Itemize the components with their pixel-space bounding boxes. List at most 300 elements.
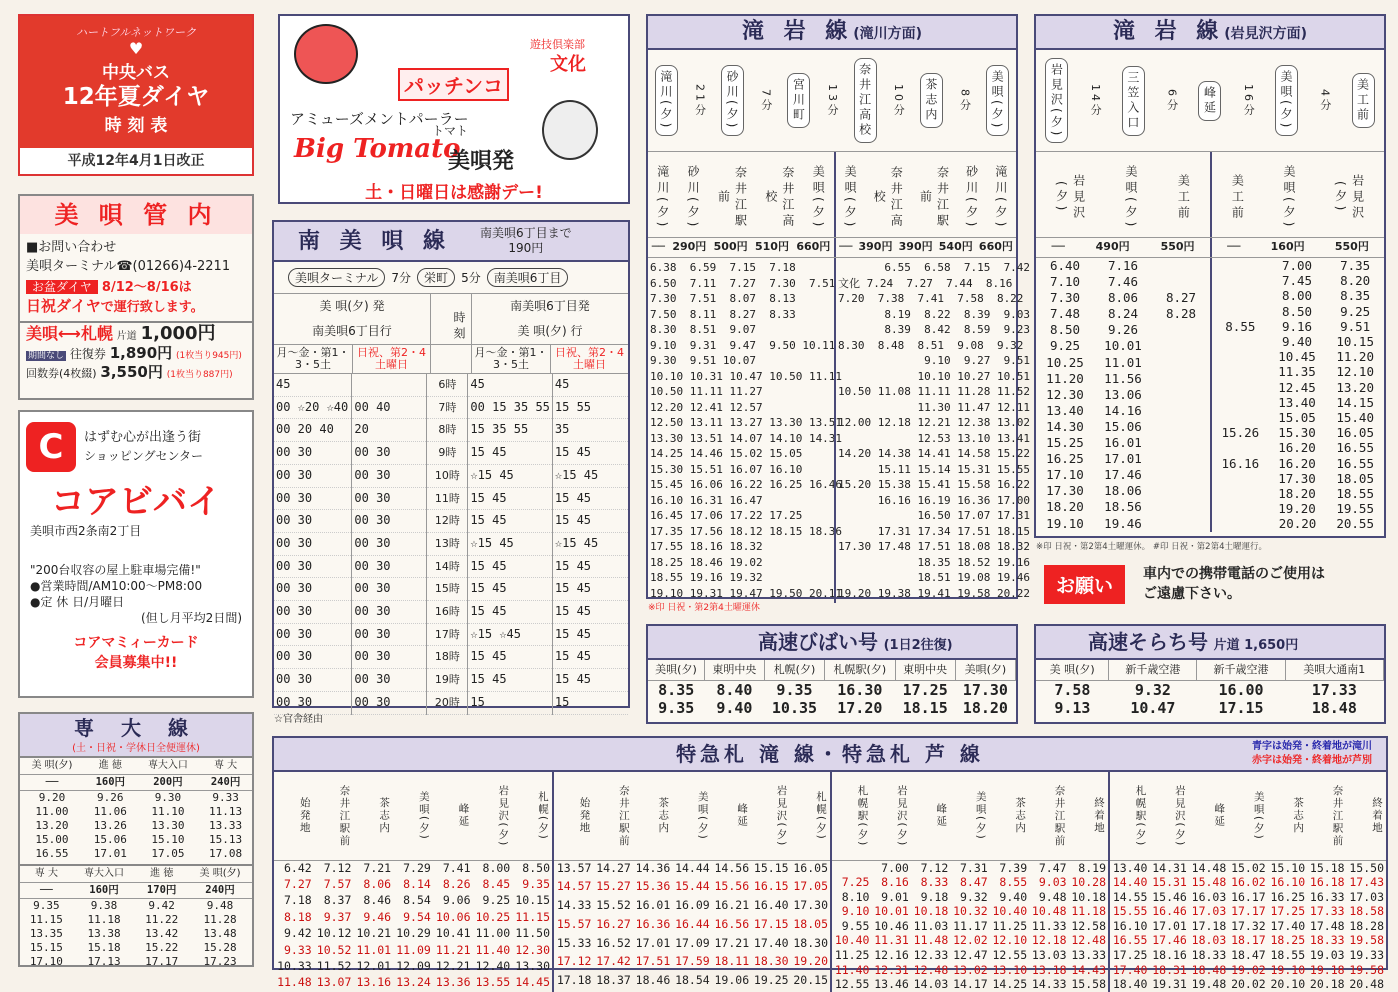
minami-title: 南 美 唄 線 [298, 229, 451, 254]
table-row [274, 691, 628, 714]
senmu-head-2: 進 徳 [135, 865, 188, 882]
takigawa-dir: (滝川方面) [853, 26, 923, 42]
tokkyu-cell: 19.03 [1309, 948, 1345, 963]
tokkyu-head-2: 峰延 [911, 772, 950, 860]
iwa-lfare-2: 550円 [1160, 240, 1195, 253]
tokkyu-cell: 15.46 [1152, 889, 1187, 904]
table-row [1109, 875, 1386, 890]
minami-cell: 00 30 [274, 601, 352, 624]
tokkyu-cell: 14.17 [953, 977, 988, 992]
table-row [20, 941, 252, 955]
iwa-cell [1152, 258, 1210, 274]
tokkyu-cell: 7.39 [999, 860, 1028, 875]
table-row [20, 899, 252, 914]
tokkyu-cell: 20.18 [1309, 977, 1345, 992]
tokkyu-cell: 17.30 [793, 898, 828, 913]
senmu-cell: 11.13 [209, 805, 243, 819]
tokkyu-cell: 12.10 [992, 933, 1028, 948]
tokkyu-cell: 10.18 [1071, 889, 1106, 904]
tokkyu-cell: 12.09 [396, 959, 431, 973]
table-row [1036, 451, 1210, 467]
title-red-block [20, 16, 252, 148]
tokkyu-cell: 10.15 [515, 893, 550, 908]
sorachi-cell: 17.15 [1218, 699, 1264, 717]
iwa-cell: 9.26 [1107, 322, 1139, 338]
iwa-cell [1211, 288, 1269, 303]
stop-terminal: 美唄ターミナル [288, 268, 385, 287]
table-row [1036, 387, 1210, 403]
senmu-cell: 15.10 [151, 833, 185, 847]
minami-cell: 00 30 [274, 442, 352, 465]
tokkyu-cell: 18.40 [1112, 977, 1148, 992]
tokkyu-cell: 9.37 [323, 909, 352, 924]
table-row [1211, 380, 1384, 395]
minami-cell: 00 30 [274, 578, 352, 601]
iwa-cell: 15.25 [1046, 435, 1084, 451]
ofuku-note: (1枚当り945円) [175, 351, 242, 361]
minami-right-head2: 美 唄(夕) 行 [517, 324, 583, 338]
iwa-rhead-0: 美工前 [1230, 173, 1245, 222]
tokkyu-cell: 18.48 [1191, 962, 1227, 977]
tokkyu-cell: 10.48 [1031, 904, 1067, 919]
minami-right-head1: 南美唄6丁目発 [510, 299, 590, 313]
iwa-cell [1152, 387, 1210, 403]
tokkyu-cell: 14.31 [1152, 860, 1187, 875]
iwamizawa-route [1036, 50, 1384, 152]
table-row [274, 646, 628, 669]
tokkyu-cell: 11.00 [475, 926, 511, 941]
table-row [1036, 274, 1210, 290]
bibai-go-sub: (1日2往復) [883, 638, 953, 653]
tokkyu-cell: 11.52 [316, 959, 352, 973]
sorachi-table [1036, 660, 1384, 717]
bibai-go-panel [646, 624, 1018, 724]
iwa-cell: 9.51 [1340, 318, 1371, 334]
table-row [274, 860, 552, 877]
tokkyu-cell: 17.40 [753, 935, 789, 950]
table-row [1036, 355, 1210, 371]
minami-cell: 15 45 [552, 601, 628, 624]
tokkyu-cell: 13.02 [953, 962, 988, 977]
iwa-cell: 14.30 [1046, 418, 1084, 434]
sorachi-title: 高速そらち号 [1088, 630, 1208, 654]
bibai-go-head-1: 東明中央 [704, 660, 764, 681]
senmu-cell: 9.30 [154, 791, 182, 805]
minami-cell: 00 15 35 55 [468, 396, 552, 419]
tokkyu-cell: 17.33 [1309, 904, 1345, 919]
iwa-cell: 9.25 [1049, 338, 1081, 354]
tokkyu-cell: 16.33 [1309, 889, 1345, 904]
iwa-cell: 16.01 [1104, 435, 1142, 451]
senmu-cell: 15.00 [35, 833, 69, 847]
tokkyu-cell: 16.01 [635, 898, 671, 913]
iwa-cell [1211, 471, 1269, 486]
tokkyu-cell: 15.52 [596, 898, 631, 913]
minami-cell: 12時 [427, 510, 468, 533]
minami-cell: 16時 [427, 601, 468, 624]
iwa-cell: 16.20 [1278, 455, 1316, 471]
table-row [831, 875, 1108, 890]
minami-cell: 35 [552, 419, 628, 442]
taki-route-8: 茶志内 [920, 73, 943, 128]
table-row [1211, 395, 1384, 410]
minami-cell [352, 374, 427, 396]
timetable-subtitle: 時 刻 表 [104, 116, 168, 136]
tokkyu-cell: 9.06 [442, 893, 471, 908]
tokkyu-cell: 9.48 [1038, 889, 1067, 904]
takigawa-left-times: 6.38 6.59 7.15 7.18 6.50 7.11 7.27 7.30 7.51 7.30 7.51 8.07 8.13 7.50 8.11 8.27 8.33 8.30 8.51 9.07 9.10 9.31 9.47 9.50 10.11 9.30 9.51 10.07 10.10 10.31 10.47 10.50 11.11 10.50 11.11 11.27 12.20 12.41 12.57 12.50 13.11 13.27 13.30 13.51 13.30 13.51 14.07 14.10 14.31 14.25 14.46 15.02 15.05 15.30 15.51 16.07 16.10 15.45 16.06 16.22 16.25 16.46 16.10 16.31 16.47 16.45 17.06 17.22 17.25 17.35 17.56 18.12 18.15 18.36 17.55 18.16 18.32 18.25 18.46 19.02 18.55 19.16 19.32 19.10 19.31 19.47 19.50 20.11 [650, 261, 843, 600]
iwa-cell: 19.20 [1278, 501, 1316, 517]
table-row [274, 396, 628, 419]
tokkyu-cell: 14.36 [635, 860, 671, 875]
tokkyu-cell: 13.33 [1071, 948, 1106, 963]
tokkyu-cell: 8.18 [284, 909, 312, 924]
tokkyu-cell: 17.42 [596, 954, 631, 969]
tokkyu-cell: 7.21 [363, 860, 392, 875]
tokkyu-cell: 18.11 [714, 954, 750, 969]
minami-cell: 00 ☆20 ☆40 [274, 396, 352, 419]
tokkyu-cell: 9.25 [482, 893, 511, 908]
tokkyu-cell: 11.03 [913, 918, 949, 933]
tokkyu-cell: 16.56 [714, 916, 750, 931]
iwa-rhead-1: 美唄(夕) [1281, 164, 1296, 231]
iwa-cell: 6.40 [1049, 258, 1081, 273]
tokkyu-cell: 12.16 [874, 948, 909, 963]
minami-left-head1: 美 唄(夕) 発 [319, 299, 385, 313]
minami-cell: 17時 [427, 623, 468, 646]
minami-cell: 6時 [427, 374, 468, 396]
tokkyu-cell: 16.17 [1231, 889, 1266, 904]
tokkyu-cell: 10.06 [435, 909, 471, 924]
iwa-cell: 12.30 [1046, 386, 1084, 402]
minami-cell: 15 45 [552, 510, 628, 533]
tokkyu-cell: 14.57 [556, 879, 592, 894]
tomato-advertisement [278, 14, 630, 204]
iwa-route-3: 6分 [1165, 88, 1179, 113]
tokkyu-cell: 20.15 [793, 973, 828, 988]
tokkyu-cell: 11.09 [396, 942, 431, 957]
tokkyu-cell: 16.46 [1152, 904, 1187, 919]
table-row [1036, 338, 1210, 354]
takigawa-right-fares [834, 238, 1016, 257]
bibai-info-panel [18, 194, 254, 400]
tokkyu-cell: 8.00 [482, 860, 511, 875]
minami-cell: 15 45 [468, 487, 552, 510]
table-row [648, 699, 1016, 717]
taki-route-1: 21分 [693, 83, 707, 118]
onegai-text2: ご遠慮下さい。 [1143, 586, 1242, 602]
table-row [1036, 419, 1210, 435]
senmu-cell: 17.13 [87, 955, 121, 969]
minami-wk-right: 月〜金・第1・3・5土 [474, 346, 548, 371]
iwa-cell: 13.20 [1336, 379, 1374, 395]
tokkyu-cell: 8.37 [323, 893, 352, 908]
tokkyu-cell: 12.58 [1071, 918, 1106, 933]
tokkyu-cell: 8.55 [999, 875, 1028, 890]
senmu-cell: 15.06 [93, 833, 127, 847]
coa-card-recruit: 会員募集中!! [94, 655, 178, 671]
minami-cell: 00 30 [352, 487, 427, 510]
iwa-lfare-0: ── [1051, 240, 1065, 253]
mascot-icon [294, 24, 358, 84]
tokkyu-cell: 14.45 [515, 975, 550, 990]
senmu-fare-3: 240円 [188, 882, 252, 899]
tokkyu-cell: 20.10 [1270, 977, 1306, 992]
table-row [1036, 258, 1210, 274]
bibai-go-head-3: 札幌駅(夕) [825, 660, 896, 681]
iwa-cell [1152, 355, 1210, 371]
obon-badge: お盆ダイヤ [26, 280, 98, 294]
table-row [1036, 322, 1210, 338]
table-row [1211, 471, 1384, 486]
tokkyu-head-4: 峰延 [712, 772, 751, 860]
table-row [274, 959, 552, 975]
minami-cell: 00 30 [274, 669, 352, 692]
tokkyu-cell: 8.54 [403, 893, 431, 908]
tokkyu-cell: 17.15 [753, 916, 789, 931]
tokkyu-cell: 7.57 [323, 876, 352, 891]
iwa-cell [1152, 419, 1210, 435]
iwa-route-0: 岩見沢(夕) [1045, 58, 1068, 143]
tokkyu-cell: 15.57 [556, 916, 592, 931]
bibai-go-cell: 10.35 [771, 699, 818, 717]
minami-cell: 14時 [427, 555, 468, 578]
iwa-cell [1152, 435, 1210, 451]
minami-cell: 00 40 [352, 396, 427, 419]
minami-cell: 00 30 [274, 464, 352, 487]
iwa-cell: 11.20 [1046, 370, 1084, 386]
iwa-route-5: 16分 [1242, 83, 1256, 118]
table-row [1109, 904, 1386, 919]
minami-cell: 00 30 [352, 601, 427, 624]
tokkyu-cell: 18.28 [1349, 918, 1384, 933]
tokkyu-cell: 20.02 [1231, 977, 1266, 992]
tokkyu-cell: 11.21 [435, 942, 471, 957]
minami-cell: 00 30 [352, 669, 427, 692]
iwa-cell: 8.55 [1225, 318, 1256, 334]
iwa-cell: 8.20 [1340, 273, 1371, 289]
senmu-cell: 15.13 [209, 833, 243, 847]
iwa-cell: 7.45 [1281, 273, 1313, 289]
minami-cell: 15 45 [468, 601, 552, 624]
minami-note: ☆官舎経由 [274, 714, 323, 725]
senmu-cell: 13.20 [35, 819, 69, 833]
table-row [20, 819, 252, 833]
iwa-cell: 11.56 [1104, 370, 1142, 386]
tokkyu-cell: 9.10 [841, 904, 870, 919]
tokkyu-cell: 17.51 [635, 954, 671, 969]
senmu-cell: 17.23 [203, 955, 237, 969]
senmu-line-panel [18, 712, 254, 967]
senmu-cell: 17.01 [93, 847, 127, 861]
table-row [1036, 483, 1210, 499]
taki-rhead-3: 砂川(夕) [964, 164, 979, 231]
taki-lfare-3: 510円 [755, 240, 789, 253]
minami-cell: ☆15 45 [552, 532, 628, 555]
minami-cell: 15 45 [468, 578, 552, 601]
sorachi-head-3: 美唄大通南1 [1285, 660, 1383, 681]
table-row [1211, 258, 1384, 273]
tokkyu-cell: 9.32 [960, 889, 988, 904]
tokkyu-cell: 10.40 [834, 933, 870, 948]
tokkyu-cell: 18.33 [1309, 933, 1345, 948]
tokkyu-cell: 10.52 [316, 942, 352, 957]
tokkyu-cell: 16.05 [793, 860, 828, 875]
iwa-cell: 19.55 [1336, 501, 1374, 517]
taki-route-3: 7分 [759, 88, 773, 113]
senmu-cell: 17.10 [29, 955, 63, 969]
iwa-cell: 18.20 [1046, 499, 1084, 515]
tokkyu-cell: 13.16 [356, 975, 392, 990]
bibai-go-cell: 18.20 [962, 699, 1008, 717]
taki-route-9: 8分 [958, 88, 972, 113]
tokkyu-cell: 19.18 [1309, 962, 1345, 977]
table-row [274, 910, 552, 926]
tokkyu-cell: 9.35 [522, 876, 550, 891]
iwa-cell: 7.00 [1281, 258, 1313, 273]
taki-route-4: 宮川町 [787, 73, 810, 128]
senmu-cell: 11.00 [35, 805, 69, 819]
iwamizawa-left-fares [1036, 238, 1210, 257]
iwamizawa-right-fares [1210, 238, 1384, 257]
tokkyu-cell: 16.10 [1270, 875, 1306, 890]
iwa-lhead-2: 美工前 [1176, 173, 1191, 222]
sorachi-cell: 17.33 [1311, 681, 1357, 699]
minami-cell: 00 30 [352, 442, 427, 465]
minami-cell: 00 30 [274, 487, 352, 510]
bibai-go-cell: 8.35 [658, 681, 695, 699]
tokkyu-cell: 11.01 [356, 942, 392, 957]
tokkyu-cell: 15.36 [635, 879, 671, 894]
iwamizawa-left-times [1036, 258, 1210, 532]
taki-lfare-4: 660円 [796, 240, 831, 253]
tokkyu-cell: 12.18 [1031, 933, 1067, 948]
senmu-cell: 15.15 [29, 941, 63, 955]
tokkyu-cell: 14.48 [1191, 860, 1227, 875]
takigawa-title: 滝 岩 線 [741, 19, 854, 44]
tokkyu-cell: 8.47 [960, 875, 988, 890]
tokkyu-cell: 18.55 [1270, 948, 1306, 963]
tokkyu-cell: 12.48 [913, 962, 949, 977]
iwa-route-7: 4分 [1318, 88, 1332, 113]
bibai-go-cell: 9.35 [658, 699, 695, 717]
minami-cell: 15 [468, 691, 552, 714]
minami-cell: 15 [552, 691, 628, 714]
table-row [831, 948, 1108, 963]
tokkyu-cell: 10.12 [316, 926, 352, 941]
table-row [648, 681, 1016, 700]
tokkyu-head-2: 峰延 [1189, 772, 1228, 860]
tokkyu-cell: 11.17 [953, 918, 988, 933]
table-row [1211, 486, 1384, 501]
table-row [1211, 440, 1384, 455]
tokkyu-cell: 17.40 [1112, 962, 1148, 977]
minami-fare-to: 南美唄6丁目まで [480, 226, 572, 240]
iwa-cell: 10.15 [1336, 334, 1374, 350]
tokkyu-cell: 18.30 [753, 954, 789, 969]
tokkyu-cell: 12.55 [992, 948, 1028, 963]
tokkyu-cell: 8.50 [522, 860, 550, 875]
iwa-cell: 18.05 [1336, 470, 1374, 486]
table-row [1211, 456, 1384, 471]
tokkyu-cell: 18.25 [1270, 933, 1306, 948]
tokkyu-head-6: 札幌(夕) [512, 772, 552, 860]
bibai-go-head-2: 札幌(夕) [764, 660, 824, 681]
tokkyu-cell: 15.27 [596, 879, 631, 894]
minami-cell: 00 20 40 [274, 419, 352, 442]
iwa-rhead-2: 岩見沢(夕) [1333, 173, 1365, 222]
sorachi-cell: 9.32 [1134, 681, 1171, 699]
sorachi-cell: 9.13 [1054, 699, 1091, 717]
tokkyu-cell: 8.14 [403, 876, 431, 891]
table-row [1211, 334, 1384, 349]
tokkyu-cell: 12.48 [1071, 933, 1106, 948]
obon-note: で運行致します。 [100, 300, 204, 315]
minami-cell: 15 45 [468, 510, 552, 533]
senmu-sub: (土・日祝・学休日全便運休) [20, 742, 252, 758]
iwa-lfare-1: 490円 [1095, 240, 1130, 253]
bibai-go-head-4: 東明中央 [895, 660, 955, 681]
bibai-go-cell: 18.15 [902, 699, 948, 717]
senmu-head-3: 専 大 [199, 758, 252, 774]
iwa-cell: 18.56 [1104, 499, 1142, 515]
table-row [1109, 933, 1386, 948]
iwa-cell [1152, 371, 1210, 387]
tokkyu-cell: 14.55 [1112, 889, 1148, 904]
bibai-go-cell: 17.20 [837, 699, 883, 717]
tokkyu-cell: 13.40 [1112, 860, 1148, 875]
bibai-go-head-0: 美唄(夕) [648, 660, 704, 681]
iwa-cell [1211, 273, 1269, 288]
senmu-fare-0: ── [20, 774, 84, 791]
tokkyu-cell: 13.10 [992, 962, 1028, 977]
obon-holiday: 日祝ダイヤ [26, 297, 101, 315]
tokkyu-head-6: 札幌(夕) [791, 772, 830, 860]
bunka-label: 文化 [550, 54, 586, 75]
revision-date: 平成12年4月1日改正 [67, 153, 205, 169]
tokkyu-cell: 10.40 [992, 904, 1028, 919]
tokkyu-cell: 16.18 [1309, 875, 1345, 890]
tokkyu-cell: 15.55 [1112, 904, 1148, 919]
coa-closed-note: (但し月平均2日間) [141, 611, 242, 625]
tokkyu-head-1: 岩見沢(夕) [1149, 772, 1188, 860]
tokkyu-cell: 16.36 [635, 916, 671, 931]
minami-left-head2: 南美唄6丁目行 [312, 324, 392, 338]
tokkyu-head-1: 奈井江駅前 [314, 772, 354, 860]
taki-route-2: 砂川(夕) [721, 65, 744, 135]
tokkyu-cell: 8.45 [482, 876, 511, 891]
tokkyu-cell: 17.03 [1349, 889, 1384, 904]
iwa-route-8: 美工前 [1352, 73, 1375, 128]
table-row [274, 442, 628, 465]
takigawa-note: ※印 日祝・第2第4土曜運休 [648, 603, 760, 613]
table-row [20, 847, 252, 861]
iwa-rfare-2: 550円 [1334, 240, 1369, 253]
minami-cell: 15 45 [468, 442, 552, 465]
tokkyu-head-2: 茶志内 [633, 772, 672, 860]
tokkyu-head-6: 終着地 [1347, 772, 1386, 860]
iwa-cell: 8.50 [1049, 322, 1081, 338]
iwa-cell: 16.55 [1336, 455, 1374, 471]
bibai-go-head-5: 美唄(夕) [955, 660, 1015, 681]
tokkyu-head-5: 奈井江駅前 [1029, 772, 1068, 860]
table-row [553, 898, 830, 917]
iwa-route-1: 14分 [1089, 83, 1103, 118]
iwa-cell: 13.06 [1104, 386, 1142, 402]
tokkyu-cell: 18.31 [1152, 962, 1187, 977]
tokkyu-cell: 16.02 [1231, 875, 1266, 890]
obon-dates: 8/12〜8/16は [101, 280, 192, 295]
